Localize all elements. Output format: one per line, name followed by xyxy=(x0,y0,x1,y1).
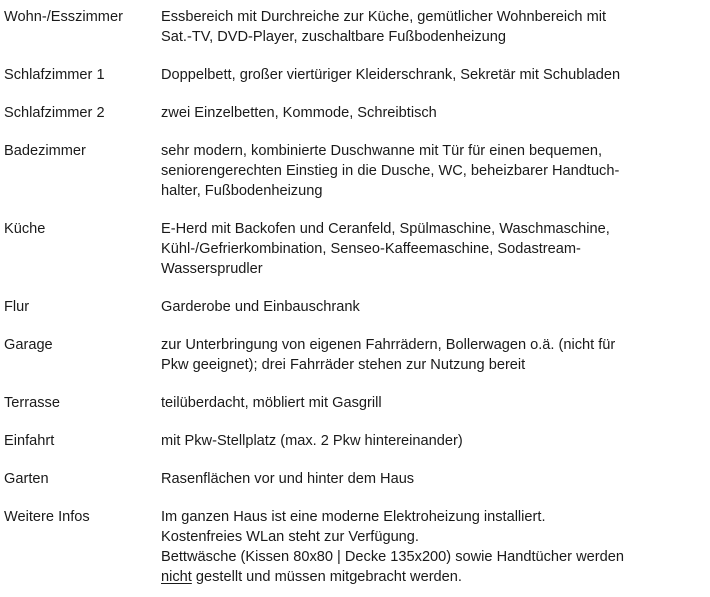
table-row-garage xyxy=(4,335,704,375)
row-description xyxy=(161,141,704,201)
row-label: Garten xyxy=(4,471,49,487)
row-description xyxy=(161,469,704,489)
table-row-terrasse xyxy=(4,393,704,413)
row-description xyxy=(161,507,704,587)
equipment-table xyxy=(4,7,704,587)
row-description xyxy=(161,297,704,317)
underlined-word: nicht xyxy=(161,569,192,585)
row-label: Schlafzimmer 2 xyxy=(4,105,105,121)
description-line: Wassersprudler xyxy=(161,261,263,277)
row-label: Schlafzimmer 1 xyxy=(4,67,105,83)
description-line-last xyxy=(161,567,704,587)
description-line: Sat.-TV, DVD-Player, zuschaltbare Fußbodenheizung xyxy=(161,29,507,45)
table-row-garten xyxy=(4,469,704,489)
description-line: Doppelbett, großer viertüriger Kleiderschrank, Sekretär mit Schubladen xyxy=(161,67,621,83)
description-line: teilüberdacht, möbliert mit Gasgrill xyxy=(161,395,382,411)
description-line: Im ganzen Haus ist eine moderne Elektroheizung installiert. xyxy=(161,509,546,525)
row-label: Badezimmer xyxy=(4,143,86,159)
table-row-kueche xyxy=(4,219,704,279)
description-line: Garderobe und Einbauschrank xyxy=(161,299,360,315)
table-row-einfahrt xyxy=(4,431,704,451)
description-line: sehr modern, kombinierte Duschwanne mit Tür für einen bequemen, xyxy=(161,143,603,159)
row-description xyxy=(161,219,704,279)
row-description xyxy=(161,7,704,47)
description-line: E-Herd mit Backofen und Ceranfeld, Spülmaschine, Waschmaschine, xyxy=(161,221,610,237)
row-description xyxy=(161,393,704,413)
table-row-weitere-infos xyxy=(4,507,704,587)
row-description xyxy=(161,335,704,375)
description-line: Bettwäsche (Kissen 80x80 | Decke 135x200) sowie Handtücher werden xyxy=(161,549,624,565)
description-line: Kühl-/Gefrierkombination, Senseo-Kaffeemaschine, Sodastream- xyxy=(161,241,581,257)
row-description xyxy=(161,65,704,85)
description-line: zur Unterbringung von eigenen Fahrrädern, Bollerwagen o.ä. (nicht für xyxy=(161,337,616,353)
table-row-flur xyxy=(4,297,704,317)
description-line: mit Pkw-Stellplatz (max. 2 Pkw hintereinander) xyxy=(161,433,463,449)
row-label: Flur xyxy=(4,299,30,315)
description-line: Kostenfreies WLan steht zur Verfügung. xyxy=(161,529,419,545)
row-description xyxy=(161,431,704,451)
row-label: Wohn-/Esszimmer xyxy=(4,9,123,25)
row-label: Terrasse xyxy=(4,395,60,411)
table-row-schlafzimmer-1 xyxy=(4,65,704,85)
row-label: Weitere Infos xyxy=(4,509,90,525)
description-line: Pkw geeignet); drei Fahrräder stehen zur Nutzung bereit xyxy=(161,357,526,373)
row-label: Küche xyxy=(4,221,46,237)
row-description xyxy=(161,103,704,123)
table-row-wohn-esszimmer xyxy=(4,7,704,47)
row-label: Garage xyxy=(4,337,53,353)
description-line-rest: gestellt und müssen mitgebracht werden. xyxy=(191,569,462,585)
description-line: Rasenflächen vor und hinter dem Haus xyxy=(161,471,415,487)
table-row-schlafzimmer-2 xyxy=(4,103,704,123)
row-label: Einfahrt xyxy=(4,433,55,449)
description-line: zwei Einzelbetten, Kommode, Schreibtisch xyxy=(161,105,437,121)
description-line: Essbereich mit Durchreiche zur Küche, gemütlicher Wohnbereich mit xyxy=(161,9,607,25)
table-row-badezimmer xyxy=(4,141,704,201)
description-line: seniorengerechten Einstieg in die Dusche, WC, beheizbarer Handtuch- xyxy=(161,163,620,179)
description-line: halter, Fußbodenheizung xyxy=(161,183,323,199)
